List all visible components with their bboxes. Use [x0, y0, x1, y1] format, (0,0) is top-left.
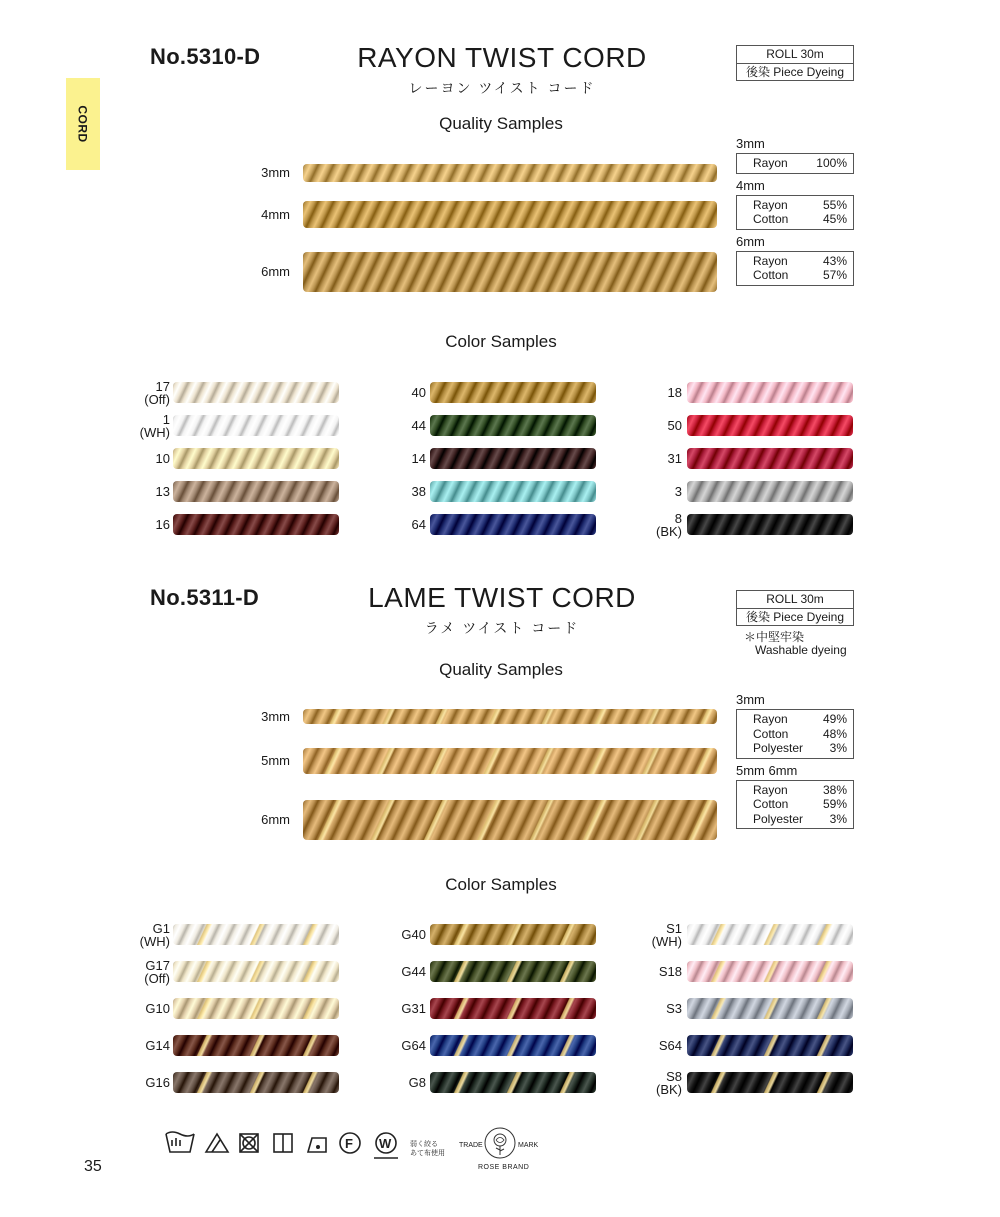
material-name: Cotton [753, 797, 789, 811]
quality-cord-sample [303, 800, 717, 840]
material-percent: 100% [816, 156, 847, 170]
color-code-label [622, 386, 682, 399]
rose-brand-trademark [456, 1126, 546, 1176]
composition-size-heading: 6mm [736, 233, 765, 249]
color-code: G44 [401, 964, 426, 979]
lame-roll-box [736, 590, 854, 626]
no-tumble-dry-icon [240, 1134, 258, 1152]
color-code: 1 [162, 412, 170, 427]
color-code: G31 [401, 1001, 426, 1016]
color-code-label [110, 413, 170, 439]
color-code-sub: (Off) [144, 392, 170, 407]
color-code-label [366, 1039, 426, 1052]
color-code-label [622, 452, 682, 465]
color-cord-sample [430, 514, 596, 535]
color-code: 16 [155, 517, 170, 532]
color-code-label [622, 965, 682, 978]
color-cord-sample [173, 481, 339, 502]
color-cord-sample [173, 514, 339, 535]
material-percent: 55% [822, 197, 847, 212]
composition-row [737, 212, 853, 227]
composition-table [736, 251, 854, 286]
composition-row [737, 727, 853, 742]
page-number: 35 [84, 1158, 102, 1175]
rayon-title: RAYON TWIST CORD [357, 42, 647, 73]
color-code-label [622, 419, 682, 432]
color-code-label [622, 485, 682, 498]
line-dry-icon [274, 1134, 292, 1152]
color-cord-sample [687, 514, 853, 535]
color-cord-sample [687, 1035, 853, 1056]
color-code: S18 [658, 964, 682, 979]
material-percent: 3% [829, 741, 847, 755]
material-name: Rayon [753, 156, 788, 170]
quality-size-label: 3mm [261, 708, 290, 724]
color-code-sub: (WH) [651, 934, 682, 949]
material-percent: 49% [822, 712, 847, 726]
color-code: G64 [401, 1038, 426, 1053]
material-name: Cotton [753, 212, 789, 226]
color-cord-sample [430, 1035, 596, 1056]
composition-table [736, 195, 854, 230]
material-percent: 57% [822, 268, 847, 282]
quality-cord-sample [303, 748, 717, 774]
color-code: 38 [411, 484, 426, 499]
color-code-sub: (Off) [144, 971, 170, 986]
trademark-right: MARK [518, 1142, 539, 1149]
color-code-label [622, 922, 682, 948]
color-code-label [622, 512, 682, 538]
trademark-bottom: ROSE BRAND [478, 1164, 530, 1171]
composition-row [737, 254, 853, 269]
material-percent: 38% [822, 782, 847, 797]
color-code: G1 [152, 921, 170, 936]
rayon-quality-heading: Quality Samples [439, 114, 563, 133]
color-cord-sample [430, 481, 596, 502]
color-code: 44 [411, 418, 426, 433]
material-percent: 48% [822, 726, 847, 741]
composition-size-heading: 3mm [736, 692, 765, 707]
color-code: 50 [667, 418, 682, 433]
color-code-label [366, 452, 426, 465]
quality-size-label: 4mm [261, 206, 290, 222]
color-code: 8 [674, 511, 682, 526]
color-code-label [110, 1039, 170, 1052]
lame-title: LAME TWIST CORD [368, 582, 636, 613]
color-code: 10 [155, 451, 170, 466]
rayon-product-number: No.5310-D [150, 44, 261, 69]
color-code-label [622, 1070, 682, 1096]
quality-cord-sample [303, 201, 717, 228]
color-code-label [366, 485, 426, 498]
color-cord-sample [687, 961, 853, 982]
composition-row [737, 741, 853, 756]
dyeing-type: 後染 Piece Dyeing [737, 63, 853, 80]
lame-subtitle: ラメ ツイスト コード [424, 620, 580, 636]
color-cord-sample [173, 961, 339, 982]
composition-row [737, 156, 853, 171]
composition-size-heading: 3mm [736, 136, 765, 151]
color-cord-sample [687, 1072, 853, 1093]
category-label: CORD [76, 105, 90, 143]
color-cord-sample [430, 415, 596, 436]
composition-row [737, 812, 853, 827]
color-code-label [110, 452, 170, 465]
color-code: G8 [408, 1075, 426, 1090]
color-code-label [366, 965, 426, 978]
wet-clean-w-icon [374, 1133, 398, 1158]
quality-size-label: 5mm [261, 753, 290, 768]
material-name: Cotton [753, 268, 789, 282]
color-code-label [622, 1002, 682, 1015]
color-code-sub: (WH) [139, 425, 170, 440]
material-name: Rayon [753, 712, 788, 726]
color-code-label [110, 485, 170, 498]
color-code: 40 [411, 385, 426, 400]
color-cord-sample [173, 1035, 339, 1056]
material-percent: 59% [822, 797, 847, 811]
color-cord-sample [430, 924, 596, 945]
quality-size-label: 6mm [261, 812, 290, 827]
color-cord-sample [687, 415, 853, 436]
color-code-label [366, 419, 426, 432]
color-code-label [622, 1039, 682, 1052]
lame-note-en: Washable dyeing [755, 643, 847, 657]
material-percent: 43% [822, 253, 847, 268]
color-code: G16 [145, 1075, 170, 1090]
color-cord-sample [687, 481, 853, 502]
material-name: Rayon [753, 782, 788, 797]
rayon-roll-box [736, 45, 854, 81]
color-code: G14 [145, 1038, 170, 1053]
color-code-label [366, 1076, 426, 1089]
color-code-sub: (BK) [656, 1082, 682, 1097]
color-code: 13 [155, 484, 170, 499]
material-name: Cotton [753, 726, 789, 741]
care-text-2: あて布使用 [410, 1150, 445, 1157]
color-cord-sample [173, 415, 339, 436]
color-code-sub: (BK) [656, 524, 682, 539]
composition-table [736, 780, 854, 830]
material-name: Rayon [753, 253, 788, 268]
composition-row [737, 783, 853, 798]
color-code-label [110, 1002, 170, 1015]
color-code: G10 [145, 1001, 170, 1016]
material-percent: 3% [829, 811, 847, 826]
composition-row [737, 268, 853, 283]
color-code-label [110, 518, 170, 531]
trademark-left: TRADE [459, 1142, 483, 1149]
lame-color-heading: Color Samples [445, 875, 557, 894]
lame-quality-heading: Quality Samples [439, 660, 563, 679]
iron-icon [308, 1138, 326, 1152]
color-code: S8 [666, 1069, 682, 1084]
quality-cord-sample [303, 709, 717, 724]
bleach-triangle-icon [206, 1134, 228, 1152]
color-code: S1 [666, 921, 682, 936]
roll-length: ROLL 30m [766, 47, 824, 61]
composition-row [737, 712, 853, 727]
color-code: G40 [401, 927, 426, 942]
roll-length: ROLL 30m [766, 592, 824, 606]
color-cord-sample [687, 448, 853, 469]
quality-size-label: 3mm [261, 165, 290, 180]
rayon-color-heading: Color Samples [445, 332, 557, 351]
color-cord-sample [173, 448, 339, 469]
color-cord-sample [687, 998, 853, 1019]
composition-row [737, 797, 853, 812]
color-code: S3 [666, 1001, 682, 1016]
quality-cord-sample [303, 252, 717, 292]
quality-cord-sample [303, 164, 717, 182]
color-code-sub: (WH) [139, 934, 170, 949]
material-name: Polyester [753, 741, 804, 755]
color-code-label [110, 959, 170, 985]
color-code: 64 [411, 517, 426, 532]
color-cord-sample [430, 998, 596, 1019]
lame-note-jp: ＊中堅牢染 [744, 630, 805, 644]
composition-size-heading: 4mm [736, 177, 765, 193]
material-name: Rayon [753, 197, 788, 212]
color-cord-sample [173, 382, 339, 403]
color-code-label [366, 518, 426, 531]
color-code: 17 [155, 379, 170, 394]
color-code-label [366, 928, 426, 941]
wash-tub-icon [166, 1132, 194, 1152]
composition-table [736, 153, 854, 174]
color-cord-sample [173, 998, 339, 1019]
composition-table [736, 709, 854, 759]
color-code-label [110, 922, 170, 948]
color-code: G17 [145, 958, 170, 973]
color-code-label [110, 1076, 170, 1089]
color-cord-sample [430, 1072, 596, 1093]
color-code: 3 [674, 484, 682, 499]
color-cord-sample [173, 1072, 339, 1093]
color-cord-sample [430, 961, 596, 982]
color-code: 31 [667, 451, 682, 466]
rayon-subtitle: レーヨン ツイスト コード [408, 80, 596, 96]
svg-text:W: W [379, 1136, 392, 1151]
care-text-1: 弱く絞る [410, 1141, 438, 1148]
color-cord-sample [687, 382, 853, 403]
category-side-tab [66, 78, 100, 170]
color-code-label [366, 1002, 426, 1015]
color-cord-sample [430, 382, 596, 403]
material-percent: 45% [822, 212, 847, 226]
svg-text:F: F [345, 1136, 353, 1151]
color-code: 18 [667, 385, 682, 400]
color-code: S64 [658, 1038, 682, 1053]
lame-product-number: No.5311-D [150, 585, 260, 610]
material-name: Polyester [753, 811, 804, 826]
composition-row [737, 198, 853, 213]
color-cord-sample [687, 924, 853, 945]
color-cord-sample [173, 924, 339, 945]
dyeing-type: 後染 Piece Dyeing [737, 608, 853, 625]
care-instructions [410, 1140, 445, 1158]
color-code-label [110, 380, 170, 406]
rose-logo-icon [483, 1126, 517, 1162]
composition-size-heading: 5mm 6mm [736, 762, 798, 778]
color-cord-sample [430, 448, 596, 469]
color-code: 14 [411, 451, 426, 466]
quality-size-label: 6mm [261, 264, 290, 279]
dry-clean-f-icon [340, 1133, 360, 1153]
color-code-label [366, 386, 426, 399]
